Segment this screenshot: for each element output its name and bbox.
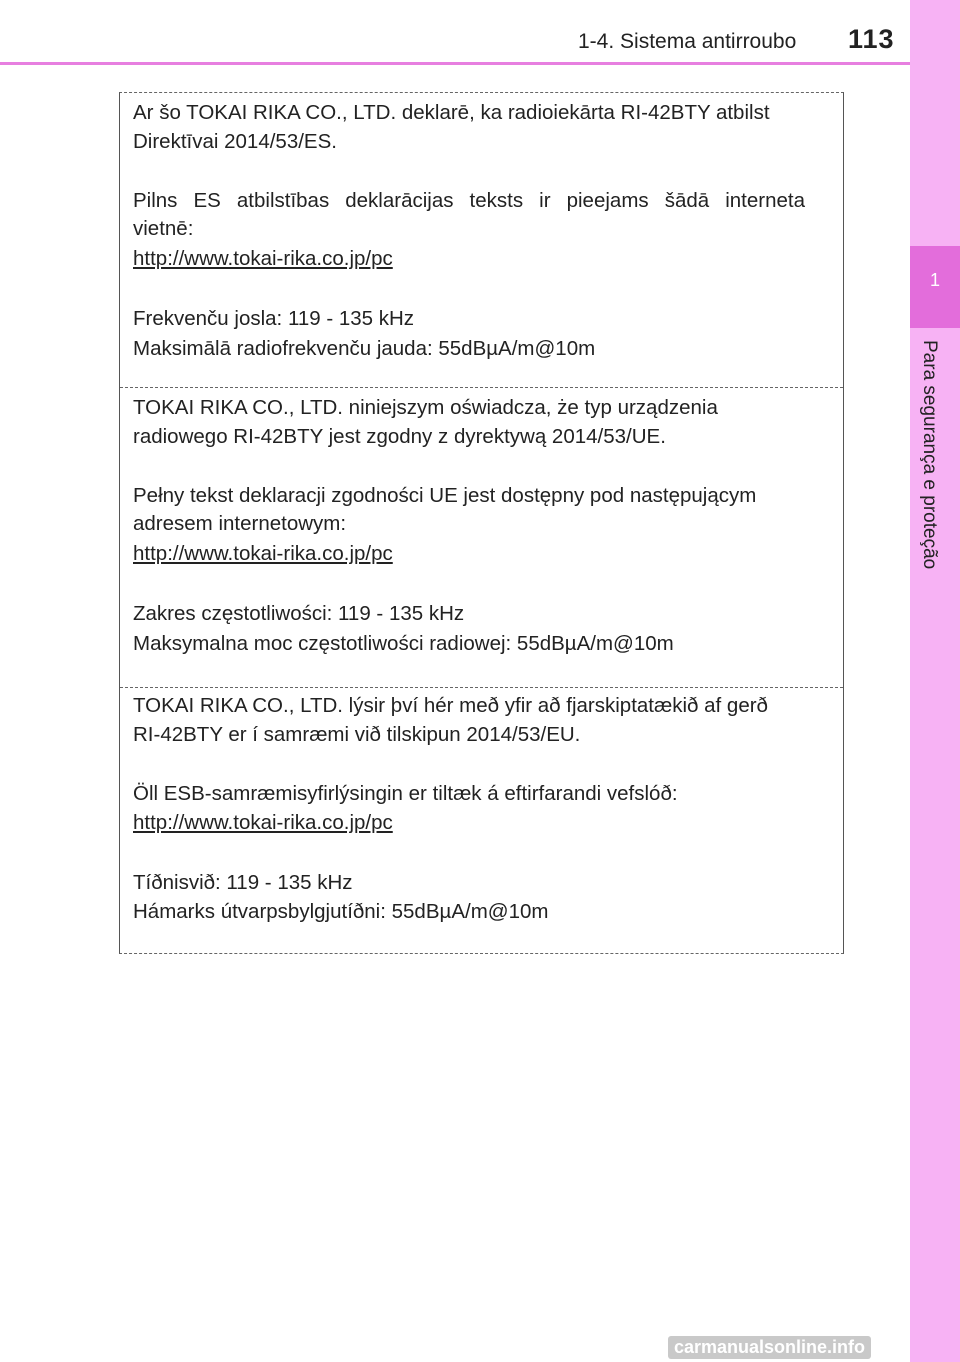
max-power: Maksimālā radiofrekvenču jauda: 55dBµA/m@10m — [133, 337, 596, 360]
declaration-link[interactable]: http://www.tokai-rika.co.jp/pc — [133, 542, 393, 565]
max-power: Hámarks útvarpsbylgjutíðni: 55dBµA/m@10m — [133, 900, 549, 923]
notice-text: Ar šo TOKAI RIKA CO., LTD. deklarē, ka radioiekārta RI-42BTY atbilst — [133, 101, 770, 124]
side-strip — [910, 0, 960, 1362]
notice-text: Direktīvai 2014/53/ES. — [133, 130, 337, 153]
max-power: Maksymalna moc częstotliwości radiowej: 55dBµA/m@10m — [133, 632, 674, 655]
notice-text: radiowego RI-42BTY jest zgodny z dyrektywą 2014/53/UE. — [133, 425, 666, 448]
header-rule — [0, 62, 910, 65]
notice-polish — [120, 387, 843, 688]
frequency-band: Frekvenču josla: 119 - 135 kHz — [133, 307, 415, 330]
declaration-link[interactable]: http://www.tokai-rika.co.jp/pc — [133, 811, 393, 834]
notice-text: Pilns ES atbilstības deklarācijas teksts ir pieejams šādā interneta — [133, 189, 805, 212]
notice-text: TOKAI RIKA CO., LTD. lýsir því hér með yfir að fjarskiptatækið af gerð — [133, 694, 768, 717]
declaration-link[interactable]: http://www.tokai-rika.co.jp/pc — [133, 247, 393, 270]
notice-text: vietnē: — [133, 217, 194, 240]
chapter-title: Para segurança e proteção — [919, 340, 940, 570]
notice-box — [119, 92, 844, 954]
notice-text: adresem internetowym: — [133, 512, 347, 535]
chapter-number: 1 — [929, 270, 940, 290]
notice-text: Pełny tekst deklaracji zgodności UE jest dostępny pod następującym — [133, 484, 757, 507]
notice-text: Öll ESB-samræmisyfirlýsingin er tiltæk á eftirfarandi vefslóð: — [133, 782, 678, 805]
notice-icelandic — [120, 687, 843, 954]
footer-watermark: carmanualsonline.info — [668, 1336, 871, 1359]
notice-text: TOKAI RIKA CO., LTD. niniejszym oświadcza, że typ urządzenia — [133, 396, 718, 419]
frequency-band: Zakres częstotliwości: 119 - 135 kHz — [133, 602, 465, 625]
page-number: 113 — [848, 24, 895, 54]
section-title: 1-4. Sistema antirroubo — [578, 30, 797, 53]
notice-text: RI-42BTY er í samræmi við tilskipun 2014/53/EU. — [133, 723, 581, 746]
notice-latvian — [120, 93, 843, 387]
frequency-band: Tíðnisvið: 119 - 135 kHz — [133, 871, 353, 894]
